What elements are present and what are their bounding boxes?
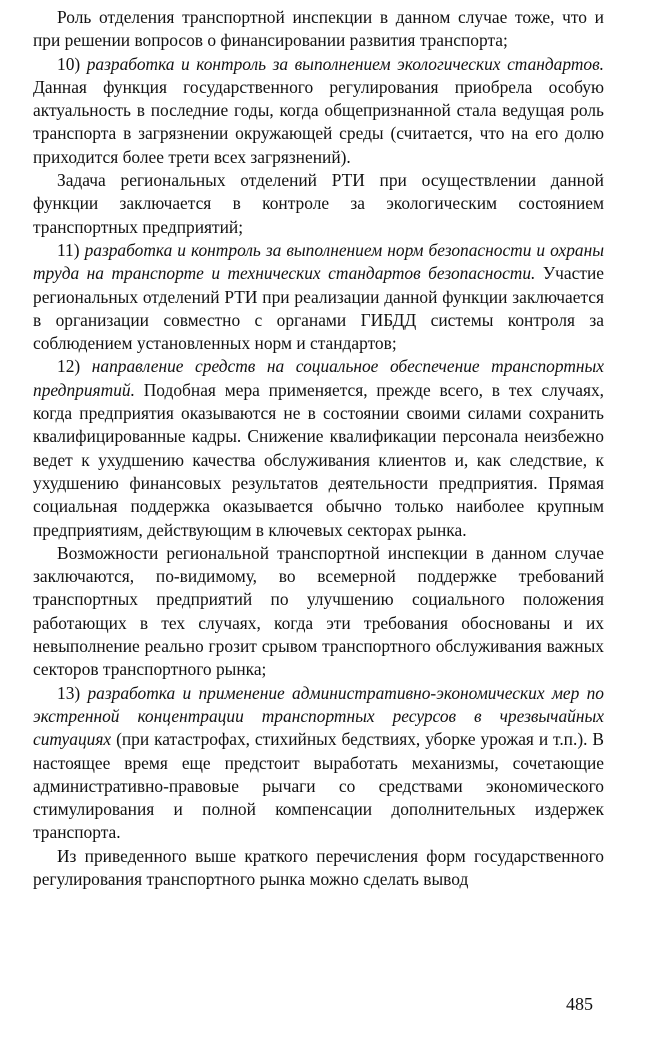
paragraph	[33, 169, 604, 239]
text-run: Задача региональных отделений РТИ при осуществлении данной функции заключается в контроле за экологическим состоянием транспортных предприятий;	[33, 170, 604, 237]
text-run: Возможности региональной транспортной инспекции в данном случае заключаются, по-видимому, во всемерной поддержке требований транспортных предприятий по улучшению социального положения работающих в тех случаях, когда эти требования обоснованы и их невыполнение реально грозит срывом транспортного обслуживания важных секторов транспортного рынка;	[33, 542, 604, 680]
italic-term: направление средств на социальное обеспечение транспортных предприятий.	[33, 356, 604, 400]
text-run: (при катастрофах, стихийных бедствиях, уборке урожая и т.п.). В настоящее время еще предстоит выработать механизмы, сочетающие административно-правовые рычаги со средствами экономического стимулирования и полной компенсации дополнительных издержек транспорта.	[33, 729, 604, 843]
paragraph	[33, 355, 604, 541]
text-run: Подобная мера применяется, прежде всего, в тех случаях, когда предприятия оказываются не в состоянии своими силами сохранить квалифицированные кадры. Снижение квалификации персонала неизбежно ведет к ухудшению качества обслуживания клиентов и, как следствие, к ухудшению финансовых результатов деятельности предприятия. Прямая социальная поддержка оказывается обычно только наиболее крупным предприятиям, действующим в ключевых секторах рынка.	[33, 379, 604, 540]
italic-term: разработка и контроль за выполнением норм безопасности и охраны труда на транспорте и технических стандартов безопасности.	[33, 239, 604, 284]
italic-term: разработка и применение административно-экономических мер по экстренной концентрации транспортных ресурсов в чрезвычайных ситуациях	[33, 682, 605, 750]
paragraph	[33, 6, 604, 53]
paragraph	[33, 542, 604, 682]
paragraph	[33, 682, 604, 845]
text-run: Данная функция государственного регулирования приобрела особую актуальность в последние годы, когда общепризнанной стала ведущая роль транспорта в загрязнении окружающей среды (считается, что на его долю приходится более трети всех загрязнений).	[33, 76, 604, 167]
text-run: Из приведенного выше краткого перечисления форм государственного регулирования транспортного рынка можно сделать вывод	[33, 845, 604, 889]
page-number: 485	[566, 994, 593, 1014]
paragraph	[33, 239, 604, 355]
text-run: Роль отделения транспортной инспекции в данном случае тоже, что и при решении вопросов о финансировании развития транспорта;	[33, 7, 604, 51]
paragraph	[33, 845, 604, 892]
text-run: 11)	[57, 239, 85, 260]
paragraph	[33, 53, 604, 169]
body-text	[33, 6, 604, 891]
text-run: 13)	[57, 682, 88, 703]
text-run: Участие региональных отделений РТИ при реализации данной функции заключается в организации совместно с органами ГИБДД системы контроля за соблюдением установленных норм и стандартов;	[33, 263, 604, 354]
text-run: 10)	[57, 53, 87, 74]
text-run: 12)	[57, 356, 92, 377]
italic-term: разработка и контроль за выполнением экологических стандартов.	[86, 53, 604, 74]
